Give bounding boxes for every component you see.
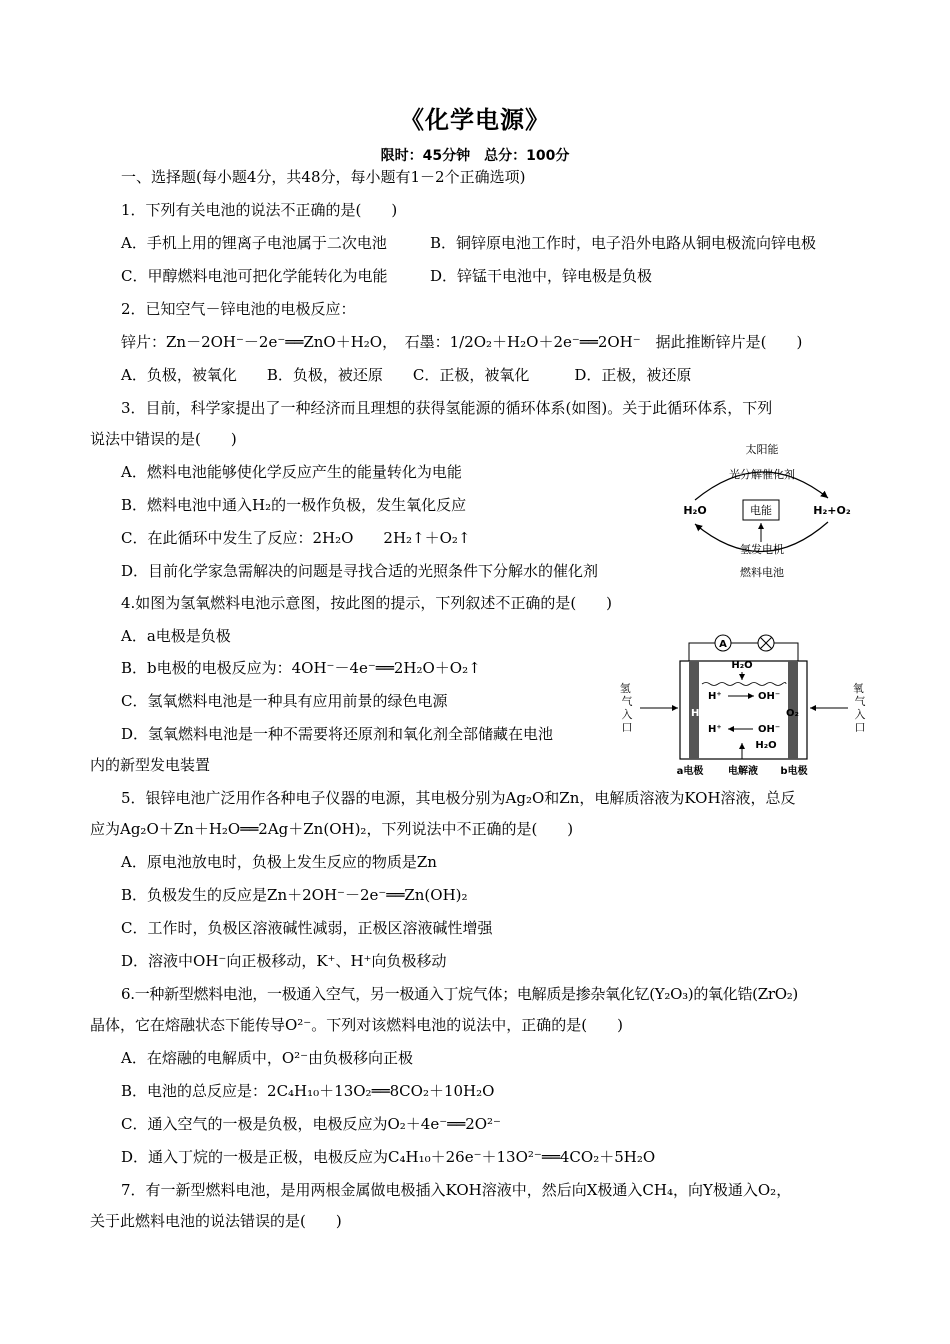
q6-stem-line1: 6.一种新型燃料电池，一极通入空气，另一极通入丁烷气体；电解质是掺杂氧化钇(Y₂O₃)的氧化锆(ZrO₂) bbox=[121, 985, 798, 1003]
section-heading: 一、选择题(每小题4分，共48分，每小题有1－2个正确选项) bbox=[121, 168, 526, 186]
oxygen-inlet-label-char: 气 bbox=[854, 695, 866, 708]
q5-option-b: B．负极发生的反应是Zn＋2OH⁻－2e⁻══Zn(OH)₂ bbox=[121, 886, 468, 904]
h-plus-top-label: H⁺ bbox=[708, 691, 722, 702]
diagram-label-solar: 太阳能 bbox=[745, 443, 779, 456]
q1-option-c: C．甲醇燃料电池可把化学能转化为电能 bbox=[121, 267, 388, 285]
q4-option-d-line2: 内的新型发电装置 bbox=[90, 756, 211, 774]
external-wire bbox=[689, 643, 798, 661]
q5-option-d: D．溶液中OH⁻向正极移动，K⁺、H⁺向负极移动 bbox=[121, 952, 447, 970]
exam-meta: 限时：45分钟 总分：100分 bbox=[380, 148, 570, 164]
q3-option-c: C．在此循环中发生了反应：2H₂O 2H₂↑＋O₂↑ bbox=[121, 529, 471, 547]
page-title: 《化学电源》 bbox=[400, 106, 550, 134]
oxygen-inlet-label: 氧 bbox=[852, 682, 864, 695]
hydrogen-inlet-label-char: 入 bbox=[621, 708, 633, 721]
o2-label: O₂ bbox=[786, 708, 799, 719]
q2-options: A．负极，被氧化 B．负极，被还原 C．正极，被氧化 D．正极，被还原 bbox=[121, 366, 692, 384]
q3-stem-line1: 3．目前，科学家提出了一种经济而且理想的获得氢能源的循环体系(如图)。关于此循环体系，下列 bbox=[121, 399, 773, 417]
q3-option-a: A．燃料电池能够使化学反应产生的能量转化为电能 bbox=[121, 463, 462, 481]
q4-option-c: C．氢氧燃料电池是一种具有应用前景的绿色电源 bbox=[121, 692, 448, 710]
q3-option-d: D．目前化学家急需解决的问题是寻找合适的光照条件下分解水的催化剂 bbox=[121, 562, 599, 580]
hydrogen-inlet-label-char: 口 bbox=[621, 721, 633, 734]
q2-stem: 2．已知空气－锌电池的电极反应： bbox=[121, 300, 356, 318]
b-electrode-label: b电极 bbox=[780, 766, 808, 777]
hydrogen-inlet-label: 氢 bbox=[619, 682, 631, 695]
q7-stem-line1: 7．有一新型燃料电池，是用两根金属做电极插入KOH溶液中，然后向X极通入CH₄，向Y极通入O₂， bbox=[121, 1181, 792, 1199]
water-bottom-label: H₂O bbox=[755, 740, 777, 751]
q4-stem: 4.如图为氢氧燃料电池示意图，按此图的提示，下列叙述不正确的是( ) bbox=[121, 594, 613, 612]
oxygen-inlet-label-char: 口 bbox=[854, 721, 866, 734]
q6-option-d: D．通入丁烷的一极是正极，电极反应为C₄H₁₀＋26e⁻＋13O²⁻══4CO₂＋5H₂O bbox=[121, 1148, 656, 1166]
q1-option-a: A．手机上用的锂离子电池属于二次电池 bbox=[121, 234, 387, 252]
diagram-label-catalyst: 光分解催化剂 bbox=[729, 468, 795, 481]
q4-option-b: B．b电极的电极反应为：4OH⁻－4e⁻══2H₂O＋O₂↑ bbox=[121, 659, 481, 677]
diagram-label-electricity: 电能 bbox=[750, 504, 772, 517]
diagram-label-fuel-cell: 燃料电池 bbox=[740, 566, 784, 579]
q5-stem-line1: 5．银锌电池广泛用作各种电子仪器的电源，其电极分别为Ag₂O和Zn，电解质溶液为KOH溶液，总反 bbox=[121, 789, 796, 807]
diagram-label-water: H₂O bbox=[683, 504, 707, 517]
svg-text:氢 气入口 bbox=[620, 681, 635, 734]
q4-option-a: A．a电极是负极 bbox=[121, 627, 231, 645]
q6-option-a: A．在熔融的电解质中，O²⁻由负极移向正极 bbox=[121, 1049, 414, 1067]
a-electrode-label: a电极 bbox=[676, 766, 704, 777]
q1-option-d: D．锌锰干电池中，锌电极是负极 bbox=[430, 267, 653, 285]
water-top-label: H₂O bbox=[731, 660, 753, 671]
hydrogen-cycle-diagram bbox=[670, 440, 860, 580]
h-plus-bottom-label: H⁺ bbox=[708, 724, 722, 735]
q5-option-c: C．工作时，负极区溶液碱性减弱，正极区溶液碱性增强 bbox=[121, 919, 493, 937]
membrane-wave bbox=[702, 683, 786, 686]
q6-stem-line2: 晶体，它在熔融状态下能传导O²⁻。下列对该燃料电池的说法中，正确的是( ) bbox=[90, 1016, 623, 1034]
oh-bottom-label: OH⁻ bbox=[758, 724, 781, 735]
oxygen-inlet-label-char: 入 bbox=[854, 708, 866, 721]
q4-option-d-line1: D．氢氧燃料电池是一种不需要将还原剂和氧化剂全部储藏在电池 bbox=[121, 725, 554, 743]
ammeter-label: A bbox=[719, 639, 727, 650]
q7-stem-line2: 关于此燃料电池的说法错误的是( ) bbox=[90, 1212, 342, 1230]
q6-option-c: C．通入空气的一极是负极，电极反应为O₂＋4e⁻══2O²⁻ bbox=[121, 1115, 501, 1133]
diagram-label-hydrogen-oxygen: H₂+O₂ bbox=[813, 504, 851, 517]
q2-reaction: 锌片：Zn－2OH⁻－2e⁻══ZnO＋H₂O， 石墨：1/2O₂＋H₂O＋2e⁻══2OH⁻ 据此推断锌片是( ) bbox=[121, 333, 803, 351]
fuel-cell-diagram bbox=[618, 628, 870, 780]
diagram-label-generator: 氢发电机 bbox=[740, 543, 784, 556]
q3-option-b: B．燃料电池中通入H₂的一极作负极，发生氧化反应 bbox=[121, 496, 467, 514]
h2-label: H₂ bbox=[691, 708, 704, 719]
q6-option-b: B．电池的总反应是：2C₄H₁₀＋13O₂══8CO₂＋10H₂O bbox=[121, 1082, 495, 1100]
q5-option-a: A．原电池放电时，负极上发生反应的物质是Zn bbox=[121, 853, 437, 871]
electrolyte-label: 电解液 bbox=[728, 766, 758, 777]
oh-top-label: OH⁻ bbox=[758, 691, 781, 702]
q5-stem-line2: 应为Ag₂O＋Zn＋H₂O══2Ag＋Zn(OH)₂，下列说法中不正确的是( ) bbox=[90, 820, 574, 838]
q1-stem: 1．下列有关电池的说法不正确的是( ) bbox=[121, 201, 398, 219]
svg-text:氧 气入口 bbox=[853, 681, 868, 734]
hydrogen-inlet-label-char: 气 bbox=[621, 695, 633, 708]
q3-stem-line2: 说法中错误的是( ) bbox=[90, 430, 237, 448]
q1-option-b: B．铜锌原电池工作时，电子沿外电路从铜电极流向锌电极 bbox=[430, 234, 817, 252]
